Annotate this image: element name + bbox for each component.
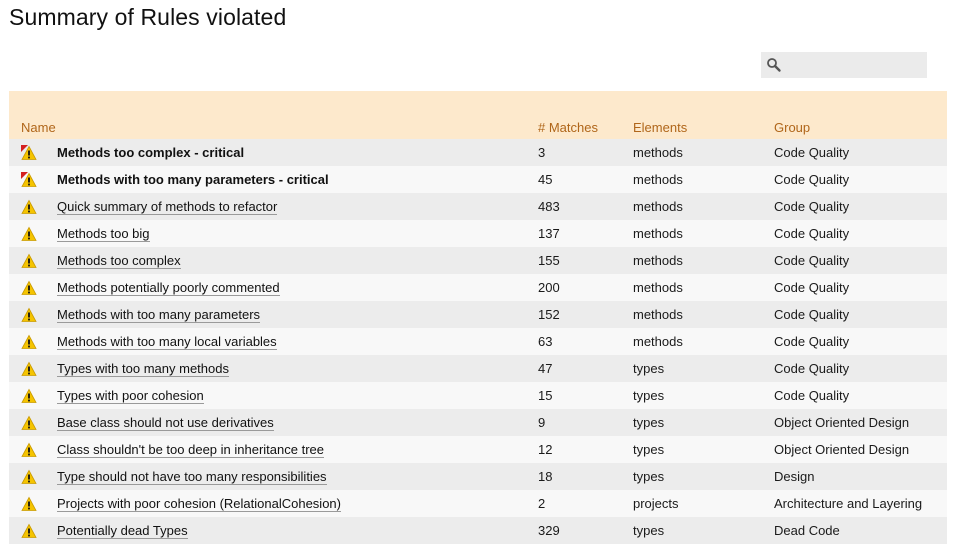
table-header-row bbox=[9, 91, 947, 139]
rule-icon-cell bbox=[9, 355, 57, 382]
rule-group: Architecture and Layering bbox=[774, 496, 923, 511]
warning-icon bbox=[21, 226, 37, 242]
warning-icon bbox=[21, 361, 37, 377]
rule-matches: 2 bbox=[538, 496, 546, 511]
rule-group: Code Quality bbox=[774, 280, 850, 295]
rule-name-cell bbox=[57, 247, 538, 274]
rule-matches: 200 bbox=[538, 280, 560, 295]
rule-name-cell bbox=[57, 355, 538, 382]
page-title: Summary of Rules violated bbox=[9, 4, 287, 30]
rule-group: Code Quality bbox=[774, 172, 850, 187]
search-box[interactable] bbox=[761, 52, 927, 78]
table-row[interactable] bbox=[9, 301, 947, 328]
warning-icon bbox=[21, 523, 37, 539]
rule-name-link[interactable]: Methods too complex bbox=[57, 253, 181, 268]
rule-icon-cell bbox=[9, 247, 57, 274]
rule-name-cell bbox=[57, 193, 538, 220]
rule-matches: 45 bbox=[538, 172, 553, 187]
critical-warning-icon bbox=[21, 145, 37, 161]
rule-icon-cell bbox=[9, 301, 57, 328]
rule-name-link[interactable]: Type should not have too many responsibilities bbox=[57, 469, 327, 484]
rule-elements: types bbox=[633, 415, 665, 430]
rule-group: Code Quality bbox=[774, 361, 850, 376]
rule-name-link[interactable]: Methods potentially poorly commented bbox=[57, 280, 280, 295]
rule-matches: 15 bbox=[538, 388, 553, 403]
rules-table bbox=[9, 91, 947, 544]
rule-matches: 18 bbox=[538, 469, 553, 484]
rule-name-cell bbox=[57, 436, 538, 463]
table-row[interactable] bbox=[9, 193, 947, 220]
table-row[interactable] bbox=[9, 247, 947, 274]
rule-group: Code Quality bbox=[774, 334, 850, 349]
rule-elements: types bbox=[633, 469, 665, 484]
rule-matches: 155 bbox=[538, 253, 560, 268]
critical-warning-icon bbox=[21, 172, 37, 188]
rule-name-cell bbox=[57, 490, 538, 517]
table-row[interactable] bbox=[9, 220, 947, 247]
warning-icon bbox=[21, 307, 37, 323]
warning-icon bbox=[21, 415, 37, 431]
rule-name-cell bbox=[57, 166, 538, 193]
warning-icon bbox=[21, 199, 37, 215]
rule-matches: 63 bbox=[538, 334, 553, 349]
rule-icon-cell bbox=[9, 166, 57, 193]
rule-elements: methods bbox=[633, 253, 683, 268]
rule-name-link[interactable]: Methods with too many parameters - critical bbox=[57, 172, 329, 187]
rule-name-cell bbox=[57, 328, 538, 355]
rule-group: Design bbox=[774, 469, 815, 484]
rule-name-cell bbox=[57, 517, 538, 544]
table-row[interactable] bbox=[9, 274, 947, 301]
rule-matches: 9 bbox=[538, 415, 546, 430]
rule-elements: methods bbox=[633, 307, 683, 322]
rule-name-link[interactable]: Base class should not use derivatives bbox=[57, 415, 274, 430]
rule-name-link[interactable]: Methods with too many parameters bbox=[57, 307, 261, 322]
column-header-group-label: Group bbox=[774, 120, 811, 135]
column-header-elements[interactable] bbox=[633, 91, 774, 139]
table-row[interactable] bbox=[9, 409, 947, 436]
table-row[interactable] bbox=[9, 328, 947, 355]
rule-matches: 483 bbox=[538, 199, 560, 214]
warning-icon bbox=[21, 253, 37, 269]
rule-group: Dead Code bbox=[774, 523, 840, 538]
rule-icon-cell bbox=[9, 328, 57, 355]
rule-elements: methods bbox=[633, 145, 683, 160]
table-row[interactable] bbox=[9, 517, 947, 544]
rule-group: Code Quality bbox=[774, 145, 850, 160]
rule-elements: methods bbox=[633, 172, 683, 187]
rule-icon-cell bbox=[9, 220, 57, 247]
rule-icon-cell bbox=[9, 382, 57, 409]
rule-group: Code Quality bbox=[774, 253, 850, 268]
table-row[interactable] bbox=[9, 166, 947, 193]
table-row[interactable] bbox=[9, 382, 947, 409]
column-header-name-label: Name bbox=[21, 120, 56, 135]
column-header-matches[interactable] bbox=[538, 91, 633, 139]
rule-elements: methods bbox=[633, 280, 683, 295]
rule-elements: projects bbox=[633, 496, 679, 511]
rule-name-link[interactable]: Potentially dead Types bbox=[57, 523, 188, 538]
rule-matches: 12 bbox=[538, 442, 553, 457]
table-row[interactable] bbox=[9, 436, 947, 463]
rule-icon-cell bbox=[9, 139, 57, 166]
column-header-matches-label: # Matches bbox=[538, 120, 598, 135]
table-row[interactable] bbox=[9, 463, 947, 490]
rule-name-cell bbox=[57, 301, 538, 328]
rule-name-link[interactable]: Methods with too many local variables bbox=[57, 334, 277, 349]
rule-matches: 137 bbox=[538, 226, 560, 241]
rule-icon-cell bbox=[9, 490, 57, 517]
rule-matches: 329 bbox=[538, 523, 560, 538]
rule-group: Object Oriented Design bbox=[774, 415, 910, 430]
rule-icon-cell bbox=[9, 409, 57, 436]
rule-name-link[interactable]: Methods too big bbox=[57, 226, 150, 241]
warning-icon bbox=[21, 469, 37, 485]
warning-icon bbox=[21, 280, 37, 296]
rule-name-cell bbox=[57, 139, 538, 166]
rule-name-link[interactable]: Quick summary of methods to refactor bbox=[57, 199, 278, 214]
rule-elements: types bbox=[633, 388, 665, 403]
column-header-group[interactable] bbox=[774, 91, 947, 139]
rule-icon-cell bbox=[9, 436, 57, 463]
warning-icon bbox=[21, 388, 37, 404]
table-row[interactable] bbox=[9, 490, 947, 517]
rule-name-link[interactable]: Types with too many methods bbox=[57, 361, 229, 376]
rule-elements: methods bbox=[633, 334, 683, 349]
rule-name-link[interactable]: Projects with poor cohesion (RelationalCohesion) bbox=[57, 496, 341, 511]
column-header-name[interactable] bbox=[9, 91, 538, 139]
rule-name-cell bbox=[57, 463, 538, 490]
table-row[interactable] bbox=[9, 355, 947, 382]
warning-icon bbox=[21, 496, 37, 512]
rule-group: Code Quality bbox=[774, 199, 850, 214]
rule-name-cell bbox=[57, 382, 538, 409]
rule-group: Code Quality bbox=[774, 226, 850, 241]
rule-elements: types bbox=[633, 361, 665, 376]
warning-icon bbox=[21, 442, 37, 458]
rule-name-cell bbox=[57, 220, 538, 247]
rule-group: Code Quality bbox=[774, 307, 850, 322]
rule-name-link[interactable]: Types with poor cohesion bbox=[57, 388, 204, 403]
search-icon bbox=[766, 57, 782, 73]
rule-group: Code Quality bbox=[774, 388, 850, 403]
rule-elements: methods bbox=[633, 199, 683, 214]
rules-table-body bbox=[9, 139, 947, 544]
rule-icon-cell bbox=[9, 463, 57, 490]
rule-matches: 47 bbox=[538, 361, 553, 376]
rule-icon-cell bbox=[9, 193, 57, 220]
rule-name-cell bbox=[57, 409, 538, 436]
rule-elements: types bbox=[633, 442, 665, 457]
column-header-elements-label: Elements bbox=[633, 120, 688, 135]
rule-icon-cell bbox=[9, 274, 57, 301]
rule-elements: types bbox=[633, 523, 665, 538]
rule-name-link[interactable]: Methods too complex - critical bbox=[57, 145, 245, 160]
rule-matches: 152 bbox=[538, 307, 560, 322]
warning-icon bbox=[21, 334, 37, 350]
rule-elements: methods bbox=[633, 226, 683, 241]
rule-matches: 3 bbox=[538, 145, 546, 160]
rule-name-cell bbox=[57, 274, 538, 301]
rule-icon-cell bbox=[9, 517, 57, 544]
rule-name-link[interactable]: Class shouldn't be too deep in inheritance tree bbox=[57, 442, 324, 457]
search-input[interactable] bbox=[785, 55, 921, 75]
table-row[interactable] bbox=[9, 139, 947, 166]
rule-group: Object Oriented Design bbox=[774, 442, 910, 457]
